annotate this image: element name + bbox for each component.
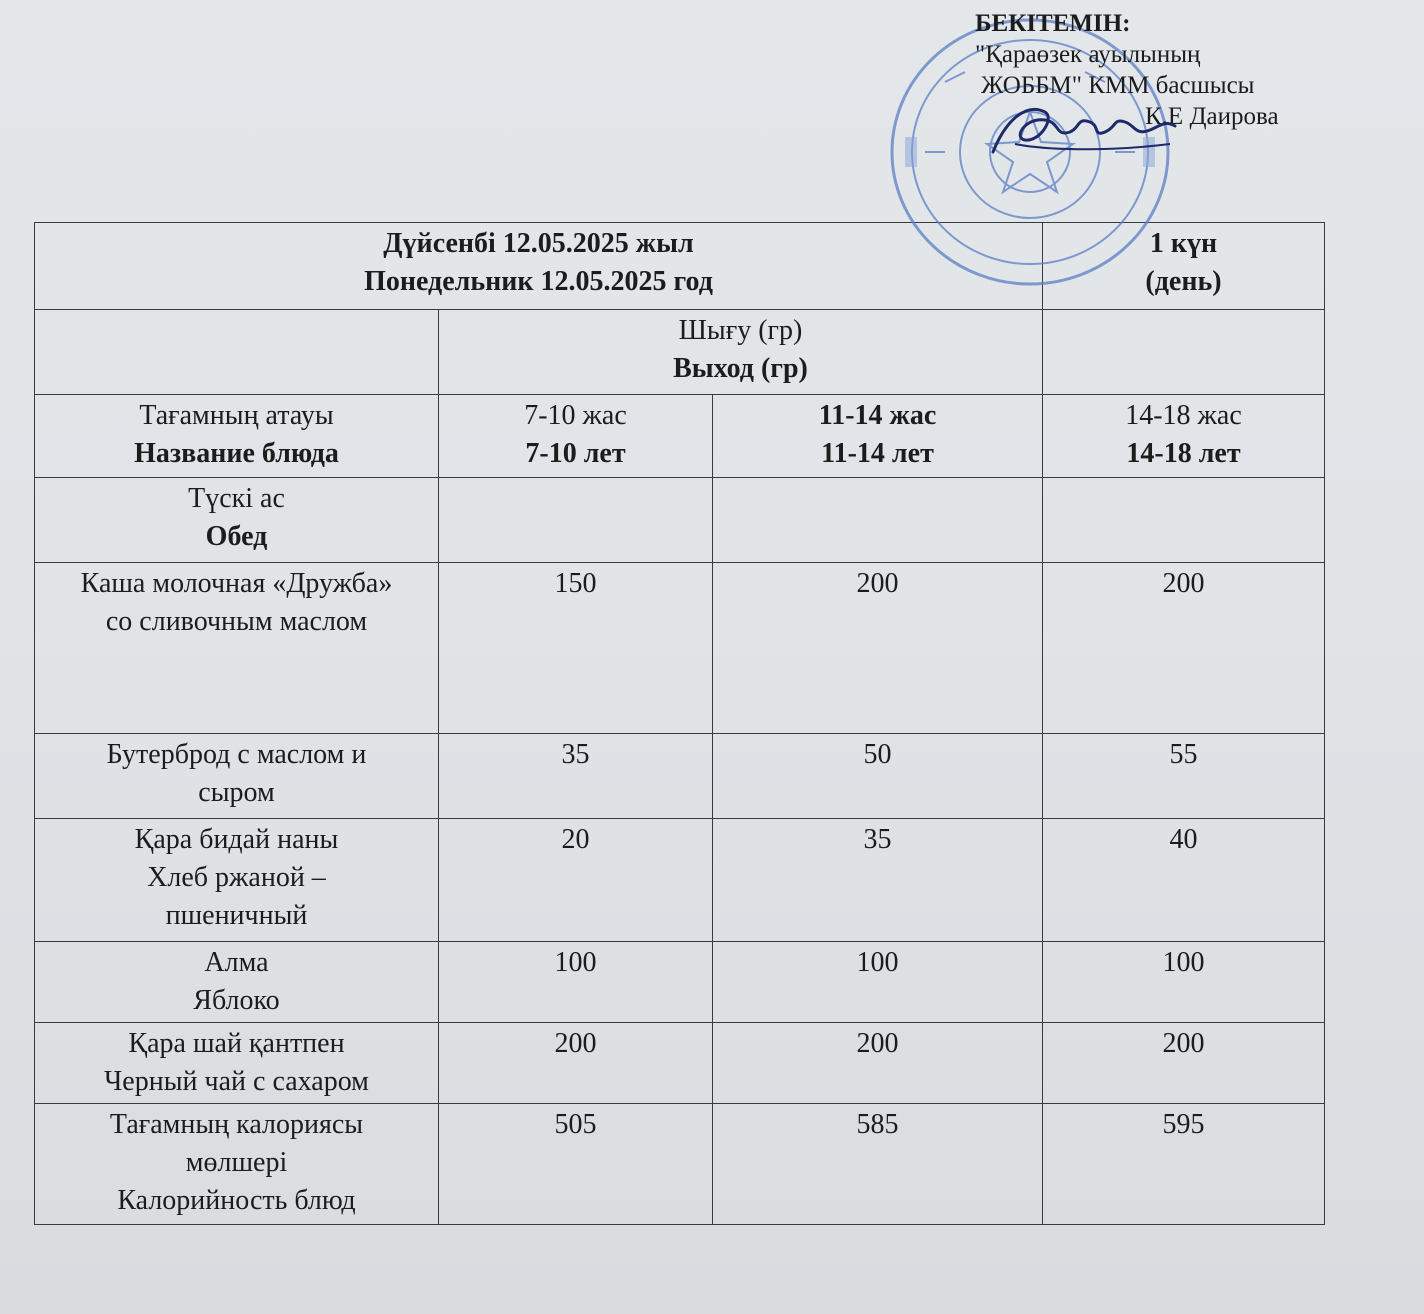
value-11-14: 585 — [713, 1104, 1043, 1225]
empty-cell — [35, 310, 439, 395]
approval-title: БЕКІТЕМІН: — [975, 10, 1131, 37]
age-14-18-kz: 14-18 жас — [1125, 400, 1242, 431]
age-7-10-header — [439, 395, 713, 478]
empty-cell — [1043, 310, 1325, 395]
dish-name-line: Яблоко — [193, 985, 280, 1016]
value-7-10: 100 — [439, 942, 713, 1023]
menu-table — [34, 222, 1325, 1225]
dish-name-header-ru: Название блюда — [134, 438, 339, 469]
age-header-row — [35, 395, 1325, 478]
dish-name-line: Тағамның калориясы — [109, 1109, 364, 1140]
value-14-18: 100 — [1043, 942, 1325, 1023]
value-7-10: 20 — [439, 819, 713, 942]
dish-name — [35, 1104, 439, 1225]
value-7-10: 150 — [439, 563, 713, 734]
empty-cell — [713, 478, 1043, 563]
dish-name-line: мөлшері — [185, 1147, 288, 1178]
yield-ru: Выход (гр) — [673, 353, 808, 384]
dish-name-line: Каша молочная «Дружба» — [80, 568, 393, 599]
dish-name-line: Хлеб ржаной – — [147, 862, 326, 893]
value-11-14: 35 — [713, 819, 1043, 942]
age-7-10-ru: 7-10 лет — [525, 438, 626, 469]
age-11-14-kz: 11-14 жас — [818, 400, 937, 431]
meal-row — [35, 478, 1325, 563]
day-number-kz: 1 күн — [1149, 228, 1218, 259]
value-11-14: 200 — [713, 1023, 1043, 1104]
value-14-18: 595 — [1043, 1104, 1325, 1225]
table-row — [35, 563, 1325, 734]
approval-line-2: ЖОББМ" КММ басшысы — [981, 72, 1255, 99]
dish-name-header — [35, 395, 439, 478]
dish-name — [35, 819, 439, 942]
approval-signatory: К.Е Даирова — [1145, 103, 1279, 130]
day-number-ru: (день) — [1145, 266, 1222, 297]
table-row — [35, 942, 1325, 1023]
empty-cell — [439, 478, 713, 563]
table-row — [35, 1023, 1325, 1104]
dish-name — [35, 1023, 439, 1104]
yield-row — [35, 310, 1325, 395]
value-14-18: 200 — [1043, 1023, 1325, 1104]
handwritten-signature — [985, 92, 1185, 162]
value-14-18: 40 — [1043, 819, 1325, 942]
day-kz: Дүйсенбі 12.05.2025 жыл — [383, 228, 694, 259]
dish-name-line: сыром — [198, 777, 275, 808]
age-14-18-header — [1043, 395, 1325, 478]
dish-name — [35, 563, 439, 734]
value-14-18: 200 — [1043, 563, 1325, 734]
meal-ru: Обед — [205, 521, 268, 552]
meal-kz: Түскі ас — [188, 483, 285, 514]
empty-cell — [1043, 478, 1325, 563]
dish-name-line: со сливочным маслом — [105, 606, 368, 637]
value-11-14: 100 — [713, 942, 1043, 1023]
value-7-10: 35 — [439, 734, 713, 819]
table-row — [35, 734, 1325, 819]
age-11-14-header — [713, 395, 1043, 478]
age-11-14-ru: 11-14 лет — [821, 438, 934, 469]
age-14-18-ru: 14-18 лет — [1126, 438, 1241, 469]
meal-cell — [35, 478, 439, 563]
yield-kz: Шығу (гр) — [678, 315, 803, 346]
table-row — [35, 819, 1325, 942]
calorie-row — [35, 1104, 1325, 1225]
dish-name-line: Черный чай с сахаром — [104, 1066, 369, 1097]
value-11-14: 200 — [713, 563, 1043, 734]
value-11-14: 50 — [713, 734, 1043, 819]
dish-name-line: Калорийность блюд — [117, 1185, 356, 1216]
dish-name-line: Қара шай қантпен — [128, 1028, 345, 1059]
dish-name-line: Бутерброд с маслом и — [106, 739, 367, 770]
yield-cell — [439, 310, 1043, 395]
dish-name-line: Алма — [204, 947, 269, 978]
dish-name-line: Қара бидай наны — [134, 824, 339, 855]
value-7-10: 200 — [439, 1023, 713, 1104]
dish-name-header-kz: Тағамның атауы — [139, 400, 334, 431]
day-ru: Понедельник 12.05.2025 год — [364, 266, 713, 297]
age-7-10-kz: 7-10 жас — [524, 400, 627, 431]
approval-line-1: "Қараөзек ауылының — [975, 41, 1201, 68]
value-14-18: 55 — [1043, 734, 1325, 819]
value-7-10: 505 — [439, 1104, 713, 1225]
dish-name-line: пшеничный — [165, 900, 308, 931]
dish-name — [35, 734, 439, 819]
dish-name — [35, 942, 439, 1023]
